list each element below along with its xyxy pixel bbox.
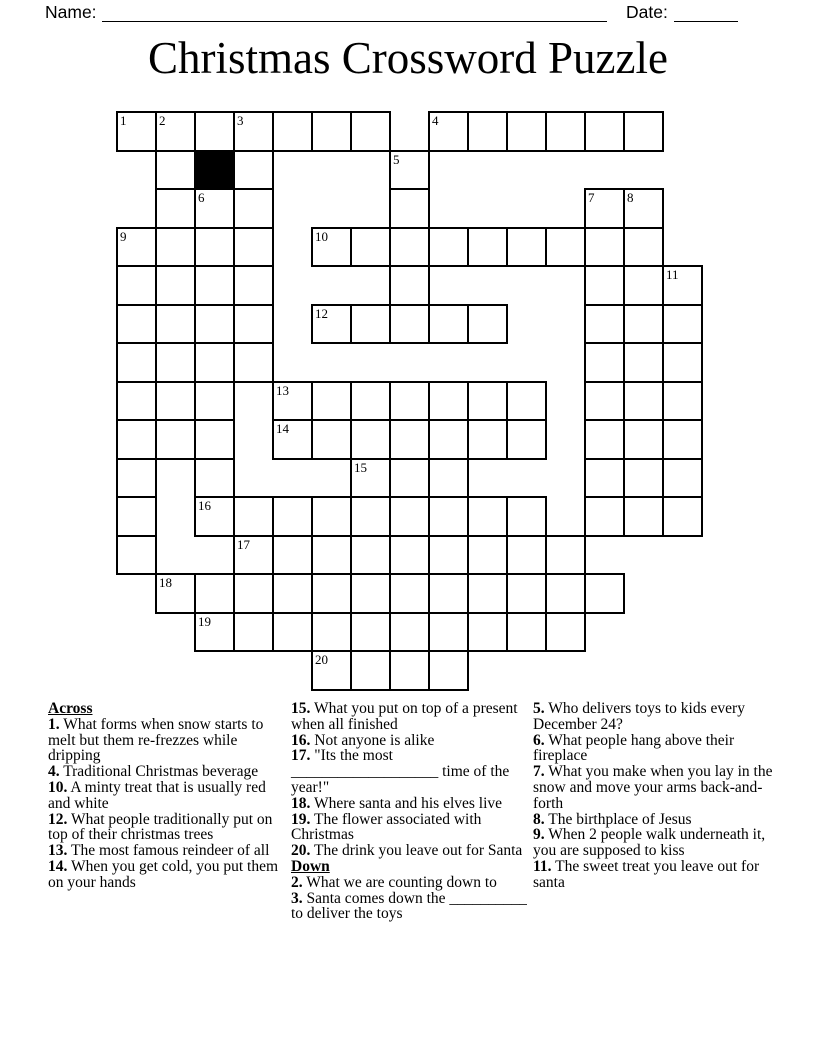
grid-cell[interactable] xyxy=(584,265,625,306)
grid-cell[interactable] xyxy=(545,573,586,614)
grid-cell[interactable] xyxy=(506,612,547,653)
grid-cell[interactable] xyxy=(389,650,430,691)
grid-cell[interactable] xyxy=(194,381,235,422)
page-title: Christmas Crossword Puzzle xyxy=(148,33,668,83)
grid-cell[interactable] xyxy=(428,304,469,345)
cell-number: 17 xyxy=(237,536,250,552)
grid-cell[interactable] xyxy=(428,496,469,537)
grid-cell[interactable] xyxy=(467,227,508,268)
cell-number: 18 xyxy=(159,575,172,590)
clue-12: 12. What people traditionally put on top of their christmas trees xyxy=(48,810,273,844)
clue-number: 3. xyxy=(291,889,303,907)
grid-cell[interactable] xyxy=(233,612,274,653)
grid-cell[interactable] xyxy=(155,227,196,268)
clue-6: 6. What people hang above their fireplace xyxy=(533,731,735,765)
grid-cell[interactable] xyxy=(194,304,235,345)
across-heading: Across xyxy=(48,700,93,717)
date-label: Date: xyxy=(626,2,668,22)
grid-cell[interactable] xyxy=(662,496,703,537)
grid-cell[interactable] xyxy=(506,496,547,537)
cell-number: 13 xyxy=(276,382,289,398)
grid-cell[interactable] xyxy=(350,227,391,268)
clue-number: 12. xyxy=(48,810,68,828)
grid-cell[interactable] xyxy=(584,188,625,229)
grid-cell[interactable] xyxy=(389,227,430,268)
clue-number: 13. xyxy=(48,842,68,860)
grid-cell[interactable] xyxy=(350,381,391,422)
grid-cell[interactable] xyxy=(350,612,391,653)
clue-number: 20. xyxy=(291,842,311,860)
clue-number: 18. xyxy=(291,794,311,812)
grid-cell[interactable] xyxy=(311,612,352,653)
grid-cell[interactable] xyxy=(389,265,430,306)
clue-9: 9. When 2 people walk underneath it, you are supposed to kiss xyxy=(533,826,766,860)
grid-cell[interactable] xyxy=(233,111,274,152)
grid-cell[interactable] xyxy=(467,381,508,422)
grid-cell[interactable] xyxy=(116,265,157,306)
clue-number: 1. xyxy=(48,715,60,733)
grid-cell[interactable] xyxy=(623,458,664,499)
clue-number: 19. xyxy=(291,810,311,828)
grid-cell[interactable] xyxy=(116,419,157,460)
grid-cell[interactable] xyxy=(623,342,664,383)
cell-number: 5 xyxy=(393,151,400,167)
grid-cell[interactable] xyxy=(155,188,196,229)
grid-cell[interactable] xyxy=(389,573,430,614)
cell-number: 2 xyxy=(159,113,166,128)
grid-cell[interactable] xyxy=(116,381,157,422)
name-blank-line[interactable] xyxy=(102,2,607,22)
grid-cell[interactable] xyxy=(506,535,547,576)
grid-cell[interactable] xyxy=(584,496,625,537)
clue-column xyxy=(533,701,773,891)
grid-cell[interactable] xyxy=(233,150,274,191)
grid-cell[interactable] xyxy=(311,381,352,422)
grid-cell[interactable] xyxy=(467,304,508,345)
grid-cell[interactable] xyxy=(350,496,391,537)
cell-number: 4 xyxy=(432,113,439,128)
grid-cell[interactable] xyxy=(311,650,352,691)
grid-cell[interactable] xyxy=(116,458,157,499)
grid-cell[interactable] xyxy=(116,342,157,383)
cell-number: 6 xyxy=(198,190,205,205)
grid-cell[interactable] xyxy=(311,535,352,576)
grid-cell[interactable] xyxy=(350,304,391,345)
grid-cell[interactable] xyxy=(506,419,547,460)
grid-cell[interactable] xyxy=(350,111,391,152)
grid-cell[interactable] xyxy=(194,342,235,383)
grid-cell[interactable] xyxy=(350,419,391,460)
clue-16: 16. Not anyone is alike xyxy=(291,731,435,749)
clue-10: 10. A minty treat that is usually red and white xyxy=(48,778,266,812)
clue-7: 7. What you make when you lay in the snow and move your arms back-and-forth xyxy=(533,763,773,812)
grid-cell[interactable] xyxy=(428,650,469,691)
grid-cell[interactable] xyxy=(662,304,703,345)
grid-cell[interactable] xyxy=(428,227,469,268)
grid-cell[interactable] xyxy=(194,111,235,152)
grid-cell[interactable] xyxy=(428,381,469,422)
cell-number: 11 xyxy=(666,267,679,282)
clue-column xyxy=(291,701,531,922)
grid-cell[interactable] xyxy=(116,304,157,345)
grid-cell[interactable] xyxy=(428,111,469,152)
grid-cell[interactable] xyxy=(155,381,196,422)
grid-cell[interactable] xyxy=(233,188,274,229)
grid-cell[interactable] xyxy=(584,342,625,383)
grid-cell[interactable] xyxy=(155,573,196,614)
clue-number: 10. xyxy=(48,778,68,796)
grid-cell[interactable] xyxy=(272,535,313,576)
clue-1: 1. What forms when snow starts to melt but them re-frezzes while dripping xyxy=(48,715,264,765)
clue-3: 3. Santa comes down the __________ to deliver the toys xyxy=(291,889,527,923)
grid-cell[interactable] xyxy=(155,265,196,306)
cell-number: 10 xyxy=(315,228,328,244)
date-blank-line[interactable] xyxy=(674,2,738,22)
clue-number: 2. xyxy=(291,873,303,891)
grid-cell[interactable] xyxy=(311,419,352,460)
grid-cell[interactable] xyxy=(623,227,664,268)
grid-cell[interactable] xyxy=(389,496,430,537)
grid-cell[interactable] xyxy=(506,381,547,422)
grid-cell[interactable] xyxy=(233,304,274,345)
clue-number: 17. xyxy=(291,747,311,765)
clue-number: 14. xyxy=(48,857,68,875)
clue-11: 11. The sweet treat you leave out for santa xyxy=(533,857,760,891)
clue-column xyxy=(48,701,288,891)
grid-cell[interactable] xyxy=(662,458,703,499)
clue-2: 2. What we are counting down to xyxy=(291,873,497,891)
grid-cell[interactable] xyxy=(194,573,235,614)
grid-cell[interactable] xyxy=(311,573,352,614)
grid-cell[interactable] xyxy=(311,111,352,152)
grid-cell[interactable] xyxy=(389,150,430,191)
clue-19: 19. The flower associated with Christmas xyxy=(291,810,482,844)
grid-cell[interactable] xyxy=(584,111,625,152)
clue-number: 15. xyxy=(291,700,311,717)
clue-number: 8. xyxy=(533,810,545,828)
grid-cell[interactable] xyxy=(584,304,625,345)
grid-cell[interactable] xyxy=(662,265,703,306)
grid-cell[interactable] xyxy=(467,111,508,152)
clue-number: 9. xyxy=(533,826,545,844)
grid-cell[interactable] xyxy=(506,111,547,152)
grid-cell[interactable] xyxy=(350,650,391,691)
clue-20: 20. The drink you leave out for Santa xyxy=(291,842,523,860)
grid-cell[interactable] xyxy=(116,496,157,537)
grid-cell[interactable] xyxy=(662,381,703,422)
grid-cell[interactable] xyxy=(623,111,664,152)
clue-8: 8. The birthplace of Jesus xyxy=(533,810,692,828)
cell-number: 9 xyxy=(120,228,127,244)
cell-number: 15 xyxy=(354,459,367,475)
grid-cell[interactable] xyxy=(545,535,586,576)
grid-cell[interactable] xyxy=(155,304,196,345)
grid-cell[interactable] xyxy=(116,535,157,576)
clue-number: 7. xyxy=(533,763,545,781)
clue-4: 4. Traditional Christmas beverage xyxy=(48,763,259,781)
grid-cell[interactable] xyxy=(350,573,391,614)
clue-number: 6. xyxy=(533,731,545,749)
grid-cell[interactable] xyxy=(584,381,625,422)
grid-cell[interactable] xyxy=(662,342,703,383)
grid-cell[interactable] xyxy=(311,227,352,268)
cell-number: 16 xyxy=(198,498,211,513)
grid-cell[interactable] xyxy=(545,227,586,268)
grid-cell[interactable] xyxy=(428,535,469,576)
cell-number: 3 xyxy=(237,113,244,128)
grid-cell[interactable] xyxy=(506,573,547,614)
down-heading: Down xyxy=(291,857,330,875)
cell-number: 8 xyxy=(627,190,634,205)
grid-cell[interactable] xyxy=(623,265,664,306)
grid-cell[interactable] xyxy=(155,150,196,191)
grid-cell[interactable] xyxy=(389,419,430,460)
grid-cell[interactable] xyxy=(428,419,469,460)
grid-cell[interactable] xyxy=(194,419,235,460)
cell-number: 1 xyxy=(120,113,127,128)
grid-cell[interactable] xyxy=(389,535,430,576)
grid-cell[interactable] xyxy=(194,496,235,537)
grid-cell[interactable] xyxy=(389,612,430,653)
grid-cell[interactable] xyxy=(350,535,391,576)
grid-cell[interactable] xyxy=(194,227,235,268)
grid-cell[interactable] xyxy=(623,381,664,422)
cell-number: 7 xyxy=(588,190,595,205)
grid-cell[interactable] xyxy=(116,227,157,268)
header xyxy=(45,2,740,24)
grid-cell[interactable] xyxy=(116,111,157,152)
grid-cell[interactable] xyxy=(233,535,274,576)
grid-cell[interactable] xyxy=(311,304,352,345)
cell-number: 19 xyxy=(198,613,211,629)
clue-18: 18. Where santa and his elves live xyxy=(291,794,503,812)
clue-number: 16. xyxy=(291,731,311,749)
grid-cell[interactable] xyxy=(194,458,235,499)
grid-cell[interactable] xyxy=(272,111,313,152)
clue-5: 5. Who delivers toys to kids every December 24? xyxy=(533,700,745,733)
grid-cell[interactable] xyxy=(233,265,274,306)
name-label: Name: xyxy=(45,2,97,22)
grid-cell[interactable] xyxy=(194,612,235,653)
grid-cell[interactable] xyxy=(467,535,508,576)
grid-cell[interactable] xyxy=(623,496,664,537)
clue-number: 4. xyxy=(48,763,60,781)
grid-cell[interactable] xyxy=(623,304,664,345)
clue-number: 5. xyxy=(533,700,545,717)
grid-cell[interactable] xyxy=(506,227,547,268)
grid-cell[interactable] xyxy=(311,496,352,537)
grid-cell[interactable] xyxy=(584,573,625,614)
grid-cell[interactable] xyxy=(389,304,430,345)
clue-13: 13. The most famous reindeer of all xyxy=(48,842,270,860)
grid-cell[interactable] xyxy=(545,612,586,653)
grid-cell[interactable] xyxy=(233,342,274,383)
clue-14: 14. When you get cold, you put them on your hands xyxy=(48,857,279,891)
grid-cell[interactable] xyxy=(584,227,625,268)
black-cell xyxy=(194,150,235,191)
grid-cell[interactable] xyxy=(467,573,508,614)
cell-number: 12 xyxy=(315,305,328,321)
grid-cell[interactable] xyxy=(350,458,391,499)
grid-cell[interactable] xyxy=(389,381,430,422)
grid-cell[interactable] xyxy=(662,419,703,460)
grid-cell[interactable] xyxy=(584,419,625,460)
clue-17: 17. "Its the most ___________________ time of the year!" xyxy=(291,747,510,796)
grid-cell[interactable] xyxy=(272,419,313,460)
grid-cell[interactable] xyxy=(584,458,625,499)
grid-cell[interactable] xyxy=(155,419,196,460)
grid-cell[interactable] xyxy=(467,419,508,460)
grid-cell[interactable] xyxy=(155,342,196,383)
grid-cell[interactable] xyxy=(467,612,508,653)
cell-number: 20 xyxy=(315,652,328,667)
grid-cell[interactable] xyxy=(272,573,313,614)
grid-cell[interactable] xyxy=(545,111,586,152)
grid-cell[interactable] xyxy=(428,573,469,614)
grid-cell[interactable] xyxy=(389,188,430,229)
crossword-grid xyxy=(116,111,704,692)
grid-cell[interactable] xyxy=(272,496,313,537)
grid-cell[interactable] xyxy=(194,188,235,229)
clue-15: 15. What you put on top of a present when all finished xyxy=(291,700,518,733)
grid-cell[interactable] xyxy=(428,612,469,653)
grid-cell[interactable] xyxy=(623,419,664,460)
grid-cell[interactable] xyxy=(623,188,664,229)
grid-cell[interactable] xyxy=(389,458,430,499)
grid-cell[interactable] xyxy=(467,496,508,537)
grid-cell[interactable] xyxy=(233,227,274,268)
grid-cell[interactable] xyxy=(272,381,313,422)
cell-number: 14 xyxy=(276,421,289,436)
grid-cell[interactable] xyxy=(428,458,469,499)
clue-number: 11. xyxy=(533,857,552,875)
grid-cell[interactable] xyxy=(233,496,274,537)
grid-cell[interactable] xyxy=(194,265,235,306)
grid-cell[interactable] xyxy=(155,111,196,152)
grid-cell[interactable] xyxy=(272,612,313,653)
grid-cell[interactable] xyxy=(233,573,274,614)
